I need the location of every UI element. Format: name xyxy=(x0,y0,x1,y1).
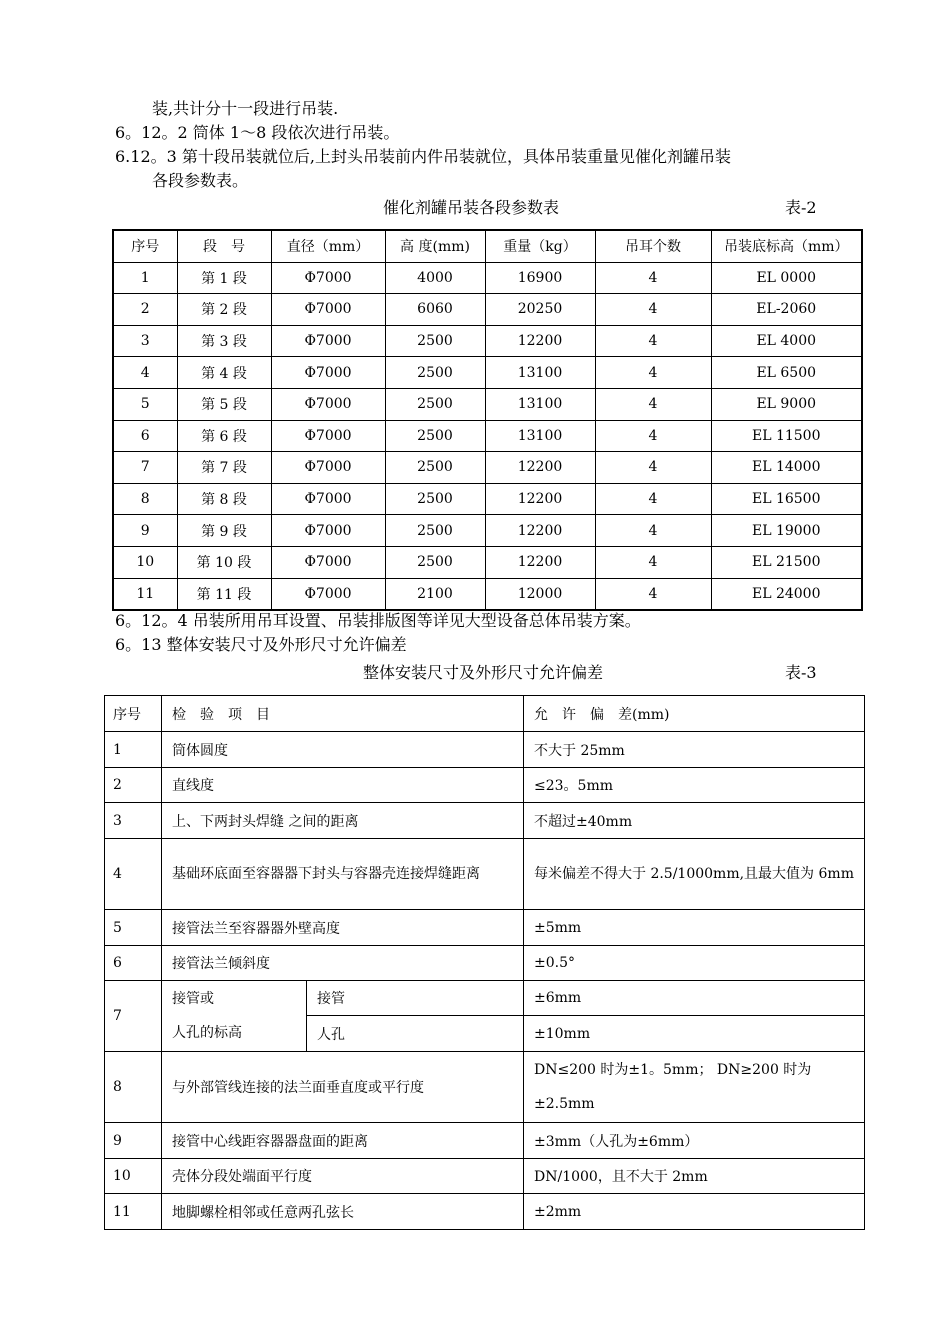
table-cell: 2 xyxy=(105,768,162,803)
table-cell: EL 14000 xyxy=(711,452,862,484)
header-cell: 序号 xyxy=(105,696,162,732)
table-cell: 2500 xyxy=(385,483,485,515)
table-cell: 10 xyxy=(113,546,177,578)
table-cell: 4 xyxy=(595,578,711,610)
header-cell: 直径（mm） xyxy=(271,230,385,262)
header-cell: 段 号 xyxy=(177,230,271,262)
table-cell: ±3mm（人孔为±6mm） xyxy=(524,1123,865,1159)
table-header-row xyxy=(105,696,865,732)
table-row xyxy=(113,357,862,389)
table-cell: 13100 xyxy=(485,388,595,420)
table-cell: 7 xyxy=(113,452,177,484)
table-cell: Φ7000 xyxy=(271,357,385,389)
table-cell: 4 xyxy=(595,515,711,547)
paragraph-6-12-2: 6。12。2 筒体 1～8 段依次进行吊装。 xyxy=(115,123,400,142)
table-cell: 5 xyxy=(105,910,162,946)
table-row xyxy=(105,839,865,910)
table-cell: 第 5 段 xyxy=(177,388,271,420)
table-cell: ±5mm xyxy=(524,910,865,946)
table-cell: 7 xyxy=(105,981,162,1052)
table-cell: 3 xyxy=(113,325,177,357)
item-line: 接管或 xyxy=(172,991,214,1007)
table-row xyxy=(105,803,865,839)
table-cell: Φ7000 xyxy=(271,452,385,484)
table-cell: EL 19000 xyxy=(711,515,862,547)
table-cell: 4000 xyxy=(385,262,485,294)
table-cell: 6060 xyxy=(385,294,485,326)
paragraph-6-12-3-line1: 6.12。3 第十段吊装就位后,上封头吊装前内件吊装就位，具体吊装重量见催化剂罐吊装 xyxy=(115,147,731,166)
table-cell: ≤23。5mm xyxy=(524,768,865,803)
table3-tolerances xyxy=(104,695,865,1230)
table-row xyxy=(105,1052,865,1123)
table-cell: 4 xyxy=(595,325,711,357)
table-cell: 13100 xyxy=(485,357,595,389)
table-cell: 2500 xyxy=(385,357,485,389)
table-cell: 第 3 段 xyxy=(177,325,271,357)
table-cell: 4 xyxy=(595,483,711,515)
paragraph-6-12-4: 6。12。4 吊装所用吊耳设置、吊装排版图等详见大型设备总体吊装方案。 xyxy=(115,611,641,630)
table-cell: 6 xyxy=(105,946,162,981)
table-row xyxy=(113,262,862,294)
table-cell: 2 xyxy=(113,294,177,326)
table-cell: 11 xyxy=(113,578,177,610)
table-cell: EL 24000 xyxy=(711,578,862,610)
table3-title: 整体安装尺寸及外形尺寸允许偏差 xyxy=(363,663,604,682)
table-cell: Φ7000 xyxy=(271,388,385,420)
table-cell: 基础环底面至容器器下封头与容器壳连接焊缝距离 xyxy=(162,839,524,910)
header-cell: 高 度(mm) xyxy=(385,230,485,262)
table-cell: Φ7000 xyxy=(271,515,385,547)
table-row xyxy=(105,1123,865,1159)
table-cell: 4 xyxy=(595,420,711,452)
table-cell: 人孔 xyxy=(307,1016,524,1052)
table2-title: 催化剂罐吊装各段参数表 xyxy=(383,198,560,217)
table-row xyxy=(105,732,865,768)
table-cell: 壳体分段处端面平行度 xyxy=(162,1159,524,1194)
table-cell: 每米偏差不得大于 2.5/1000mm,且最大值为 6mm xyxy=(524,839,865,910)
table-row xyxy=(105,1159,865,1194)
table-cell: 第 8 段 xyxy=(177,483,271,515)
table-cell: 4 xyxy=(595,546,711,578)
table-cell: Φ7000 xyxy=(271,262,385,294)
table-cell: 4 xyxy=(595,388,711,420)
table-cell: EL 16500 xyxy=(711,483,862,515)
table-cell: 第 2 段 xyxy=(177,294,271,326)
table2-segment-parameters xyxy=(112,229,863,611)
table-cell: EL-2060 xyxy=(711,294,862,326)
table-cell: 4 xyxy=(113,357,177,389)
table-cell: 12000 xyxy=(485,578,595,610)
table-cell: 3 xyxy=(105,803,162,839)
table-cell: EL 6500 xyxy=(711,357,862,389)
table-cell: 上、下两封头焊缝 之间的距离 xyxy=(162,803,524,839)
table-cell: 2500 xyxy=(385,546,485,578)
table-cell: 不超过±40mm xyxy=(524,803,865,839)
table-cell: Φ7000 xyxy=(271,483,385,515)
table-cell: ±10mm xyxy=(524,1016,865,1052)
table-cell: 第 9 段 xyxy=(177,515,271,547)
table-cell: 16900 xyxy=(485,262,595,294)
header-cell: 吊耳个数 xyxy=(595,230,711,262)
paragraph-6-13: 6。13 整体安装尺寸及外形尺寸允许偏差 xyxy=(115,635,407,654)
table-cell: 9 xyxy=(113,515,177,547)
table-header-row xyxy=(113,230,862,262)
table-cell: 12200 xyxy=(485,546,595,578)
table-row xyxy=(113,388,862,420)
table-cell: 筒体圆度 xyxy=(162,732,524,768)
header-cell: 检 验 项 目 xyxy=(162,696,524,732)
table-cell: EL 0000 xyxy=(711,262,862,294)
table-cell: 20250 xyxy=(485,294,595,326)
table-row xyxy=(105,946,865,981)
table-cell: Φ7000 xyxy=(271,546,385,578)
table-cell: ±0.5° xyxy=(524,946,865,981)
table-cell: 12200 xyxy=(485,483,595,515)
table-cell: ±2mm xyxy=(524,1194,865,1230)
table-cell: 接管法兰倾斜度 xyxy=(162,946,524,981)
table-row xyxy=(113,483,862,515)
table-cell: 8 xyxy=(113,483,177,515)
table-cell: 第 6 段 xyxy=(177,420,271,452)
table-cell: 2500 xyxy=(385,325,485,357)
table-cell: EL 21500 xyxy=(711,546,862,578)
table-cell: 4 xyxy=(105,839,162,910)
table-cell: 4 xyxy=(595,262,711,294)
table-cell: Φ7000 xyxy=(271,420,385,452)
table-cell: 2500 xyxy=(385,420,485,452)
table-cell: 地脚螺栓相邻或任意两孔弦长 xyxy=(162,1194,524,1230)
table-cell: 1 xyxy=(113,262,177,294)
table-cell: 不大于 25mm xyxy=(524,732,865,768)
table3-label: 表-3 xyxy=(785,663,817,682)
table-cell: DN≤200 时为±1。5mm； DN≥200 时为±2.5mm xyxy=(524,1052,865,1123)
table-row xyxy=(113,578,862,610)
table-row xyxy=(105,1194,865,1230)
table-row xyxy=(113,420,862,452)
table-cell: 12200 xyxy=(485,325,595,357)
paragraph-6-12-3-line2: 各段参数表。 xyxy=(152,171,249,190)
paragraph-continuation: 装,共计分十一段进行吊装. xyxy=(152,99,339,118)
table-row xyxy=(113,325,862,357)
table-cell xyxy=(162,981,307,1052)
table-row xyxy=(113,515,862,547)
table-cell: 8 xyxy=(105,1052,162,1123)
table-cell: 第 4 段 xyxy=(177,357,271,389)
table2-label: 表-2 xyxy=(785,198,817,217)
table-cell: 第 7 段 xyxy=(177,452,271,484)
table-row xyxy=(113,294,862,326)
table-row xyxy=(113,452,862,484)
table-cell: 接管 xyxy=(307,981,524,1016)
table-cell: 5 xyxy=(113,388,177,420)
table-cell: EL 11500 xyxy=(711,420,862,452)
table-cell: 与外部管线连接的法兰面垂直度或平行度 xyxy=(162,1052,524,1123)
table-cell: 第 1 段 xyxy=(177,262,271,294)
table-row xyxy=(105,768,865,803)
table-cell: 1 xyxy=(105,732,162,768)
item-line: 人孔的标高 xyxy=(172,1025,242,1041)
table-cell: Φ7000 xyxy=(271,578,385,610)
table-cell: 10 xyxy=(105,1159,162,1194)
table-cell: 接管中心线距容器器盘面的距离 xyxy=(162,1123,524,1159)
table-cell: 6 xyxy=(113,420,177,452)
table-cell: Φ7000 xyxy=(271,325,385,357)
table-cell: 2500 xyxy=(385,452,485,484)
header-cell: 允 许 偏 差(mm) xyxy=(524,696,865,732)
table-cell: 直线度 xyxy=(162,768,524,803)
table-cell: 接管法兰至容器器外壁高度 xyxy=(162,910,524,946)
table-cell: 4 xyxy=(595,452,711,484)
header-cell: 重量（kg） xyxy=(485,230,595,262)
table-cell: 13100 xyxy=(485,420,595,452)
table-cell: 2500 xyxy=(385,388,485,420)
table-row xyxy=(105,981,865,1016)
table-cell: 2500 xyxy=(385,515,485,547)
table-cell: Φ7000 xyxy=(271,294,385,326)
table-cell: 4 xyxy=(595,294,711,326)
table-cell: EL 9000 xyxy=(711,388,862,420)
table-cell: 9 xyxy=(105,1123,162,1159)
table-cell: 12200 xyxy=(485,515,595,547)
table-cell: 12200 xyxy=(485,452,595,484)
table-cell: 第 10 段 xyxy=(177,546,271,578)
table-cell: 11 xyxy=(105,1194,162,1230)
table-cell: DN/1000，且不大于 2mm xyxy=(524,1159,865,1194)
header-cell: 序号 xyxy=(113,230,177,262)
table-cell: ±6mm xyxy=(524,981,865,1016)
table-cell: 4 xyxy=(595,357,711,389)
table-cell: 2100 xyxy=(385,578,485,610)
table-row xyxy=(105,910,865,946)
table-cell: EL 4000 xyxy=(711,325,862,357)
table-row xyxy=(113,546,862,578)
header-cell: 吊装底标高（mm） xyxy=(711,230,862,262)
table-cell: 第 11 段 xyxy=(177,578,271,610)
